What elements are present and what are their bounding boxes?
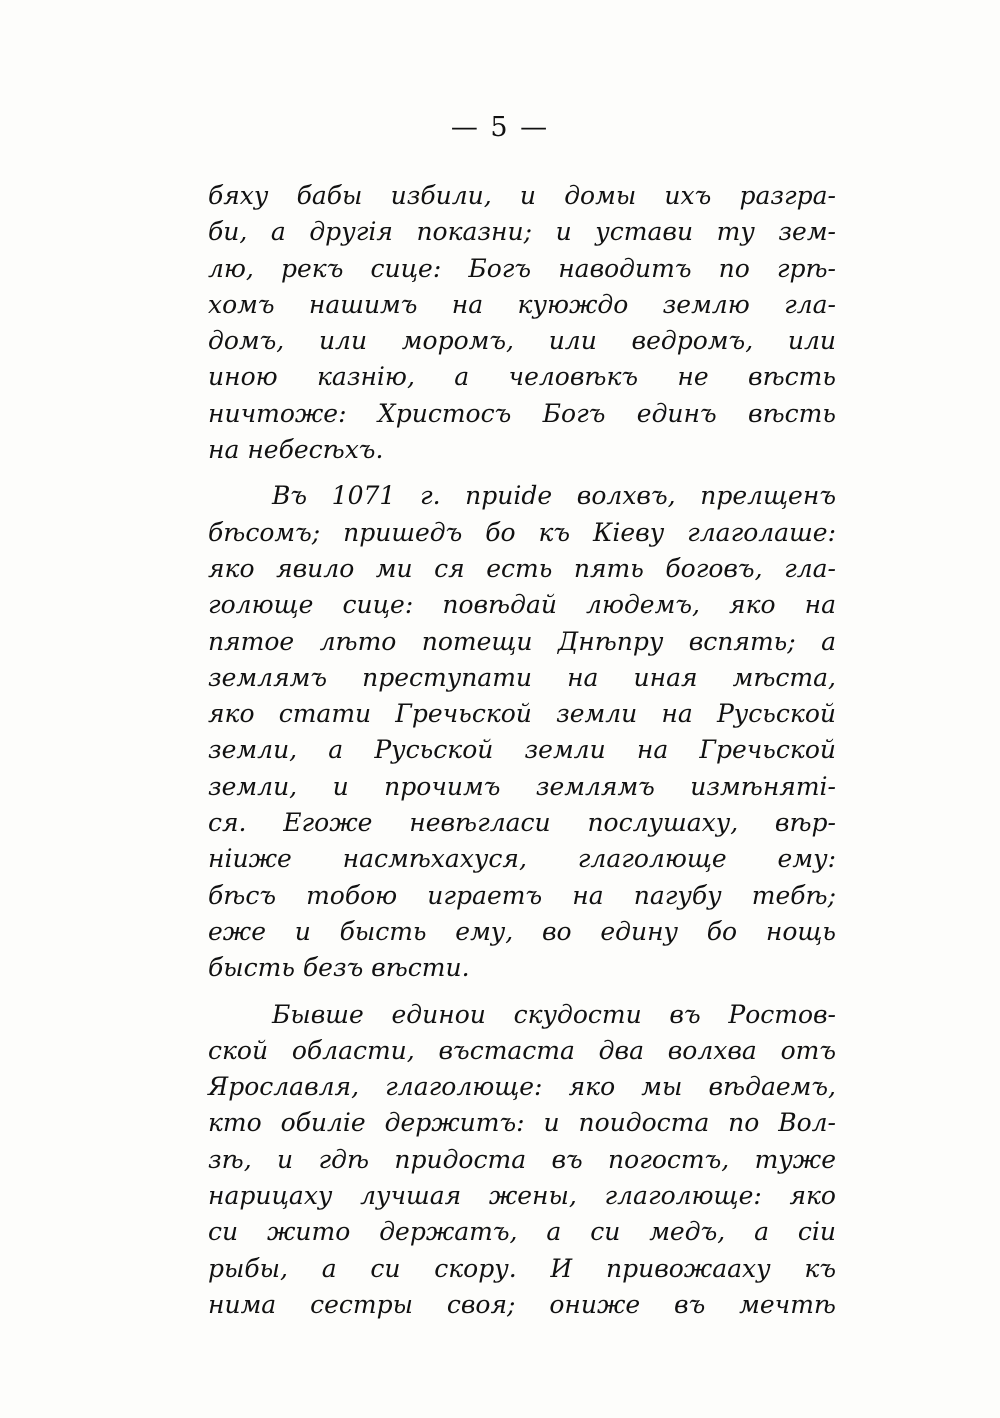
text-line: би, а другія показни; и устави ту зем-	[208, 217, 836, 247]
text-line: си жито держатъ, а си медъ, а сіи	[208, 1217, 836, 1247]
text-line: яко стати Гречьской земли на Русьской	[208, 699, 836, 729]
text-line: бысть безъ вѣсти.	[208, 953, 470, 983]
text-line: иною казнію, а человѣкъ не вѣсть	[208, 362, 836, 392]
text-line: бяху бабы избили, и домы ихъ разгра-	[208, 181, 836, 210]
paragraph-gap	[208, 987, 836, 997]
text-line: рыбы, а си скору. И привожааху къ	[208, 1253, 836, 1283]
text-line: нарицаху лучшая жены, глаголюще: яко	[208, 1181, 836, 1211]
text-line: кто обиліе держитъ: и поидоста по Вол-	[208, 1108, 836, 1138]
text-line: Въ 1071 г. приide волхвъ, прелщенъ	[272, 481, 836, 511]
text-line: земли, и прочимъ землямъ измѣнятi-	[208, 771, 836, 801]
text-line: еже и бысть ему, во едину бо нощь	[208, 916, 836, 946]
text-line: Ярославля, глаголюще: яко мы вѣдаемъ,	[208, 1072, 836, 1102]
text-line: лю, рекъ сице: Богъ наводитъ по грѣ-	[208, 253, 836, 283]
text-line: на небесѣхъ.	[208, 435, 384, 465]
text-line: земли, а Русьской земли на Гречьской	[208, 735, 836, 765]
text-line: бѣсомъ; пришедъ бо къ Кіеву глаголаше:	[208, 517, 836, 547]
text-line: ся. Егоже невѣгласи послушаху, вѣр-	[208, 808, 836, 838]
text-line: яко явило ми ся есть пять боговъ, гла-	[208, 553, 836, 583]
text-line: голюще сице: повѣдай людемъ, яко на	[208, 590, 836, 620]
page-body-text	[208, 178, 836, 1323]
paragraph-2	[208, 478, 836, 986]
text-line: ніиже насмѣхахуся, глаголюще ему:	[208, 844, 836, 874]
page-number: — 5 —	[450, 112, 550, 143]
text-line: ской области, въстаста два волхва отъ	[208, 1035, 836, 1065]
text-line: зѣ, и гдѣ придоста въ погостъ, туже	[208, 1144, 836, 1174]
text-line: бѣсъ тобою играетъ на пагубу тебѣ;	[208, 880, 836, 910]
text-line: ничтоже: Христосъ Богъ единъ вѣсть	[208, 398, 836, 428]
paragraph-gap	[208, 468, 836, 478]
text-line: пятое лѣто потещи Днѣпру вспять; а	[208, 626, 836, 656]
paragraph-3	[208, 997, 836, 1324]
paragraph-1	[208, 178, 836, 468]
text-line: Бывше единои скудости въ Ростов-	[272, 999, 836, 1029]
text-line: нима сестры своя; ониже въ мечтѣ	[208, 1289, 836, 1319]
text-line: землямъ преступати на иная мѣста,	[208, 662, 836, 692]
text-line: хомъ нашимъ на куюждо землю гла-	[208, 289, 836, 319]
text-line: домъ, или моромъ, или ведромъ, или	[208, 326, 836, 356]
